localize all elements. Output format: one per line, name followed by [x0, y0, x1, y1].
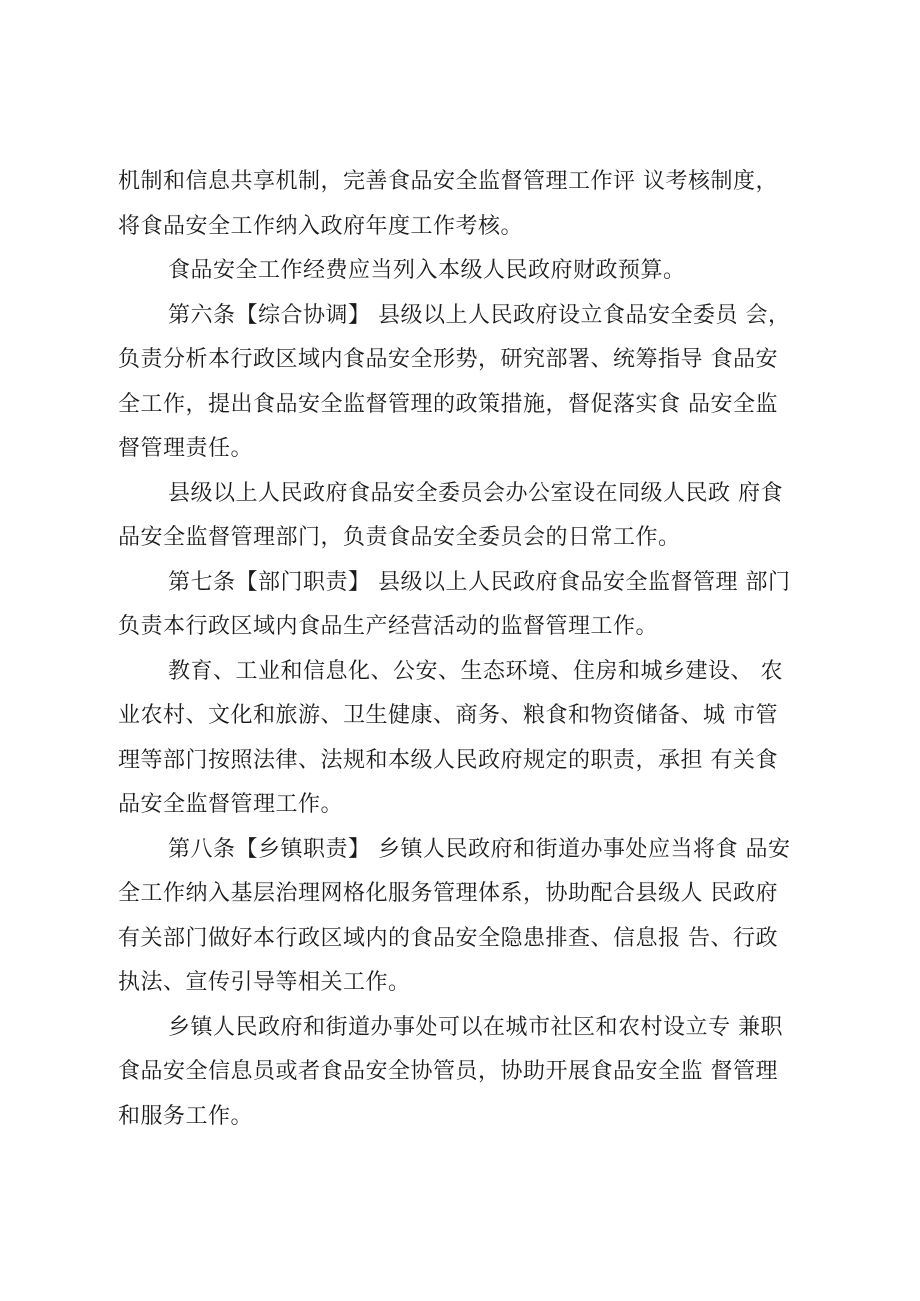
document-body	[118, 160, 818, 1139]
paragraph-start-line: 乡镇人民政府和街道办事处可以在城市社区和农村设立专 兼职	[168, 1014, 783, 1040]
text-line: 全工作，提出食品安全监督管理的政策措施，督促落实食 品安全监	[118, 391, 778, 417]
article-7-heading-line: 第七条【部门职责】 县级以上人民政府食品安全监督管理 部门	[168, 569, 791, 595]
text-line: 全工作纳入基层治理网格化服务管理体系，协助配合县级人 民政府	[118, 881, 778, 906]
paragraph-start-line: 食品安全工作经费应当列入本级人民政府财政预算。	[168, 258, 686, 283]
text-line: 机制和信息共享机制，完善食品安全监督管理工作评 议考核制度，	[118, 169, 778, 194]
text-line: 业农村、文化和旅游、卫生健康、商务、粮食和物资储备、城 市管	[118, 703, 778, 728]
text-line: 将食品安全工作纳入政府年度工作考核。	[118, 213, 524, 239]
article-8-heading-line: 第八条【乡镇职责】 乡镇人民政府和街道办事处应当将食 品安	[168, 836, 791, 862]
article-6-heading-line: 第六条【综合协调】 县级以上人民政府设立食品安全委员 会，	[168, 302, 791, 328]
text-line: 品安全监督管理工作。	[118, 792, 344, 817]
text-line: 督管理责任。	[118, 436, 254, 461]
text-line: 执法、宣传引导等相关工作。	[118, 970, 411, 995]
text-line: 负责本行政区域内食品生产经营活动的监督管理工作。	[118, 614, 659, 639]
text-line: 负责分析本行政区域内食品安全形势，研究部署、统筹指导 食品安	[118, 347, 778, 372]
text-line: 有关部门做好本行政区域内的食品安全隐患排查、信息报 告、行政	[118, 925, 778, 951]
text-line: 理等部门按照法律、法规和本级人民政府规定的职责，承担 有关食	[118, 747, 778, 773]
paragraph-start-line: 县级以上人民政府食品安全委员会办公室设在同级人民政 府食	[168, 480, 783, 506]
text-line: 品安全监督管理部门，负责食品安全委员会的日常工作。	[118, 525, 681, 550]
paragraph-start-line: 教育、工业和信息化、公安、生态环境、住房和城乡建设、 农	[168, 658, 783, 684]
text-line: 和服务工作。	[118, 1103, 254, 1129]
text-line: 食品安全信息员或者食品安全协管员，协助开展食品安全监 督管理	[118, 1059, 778, 1084]
